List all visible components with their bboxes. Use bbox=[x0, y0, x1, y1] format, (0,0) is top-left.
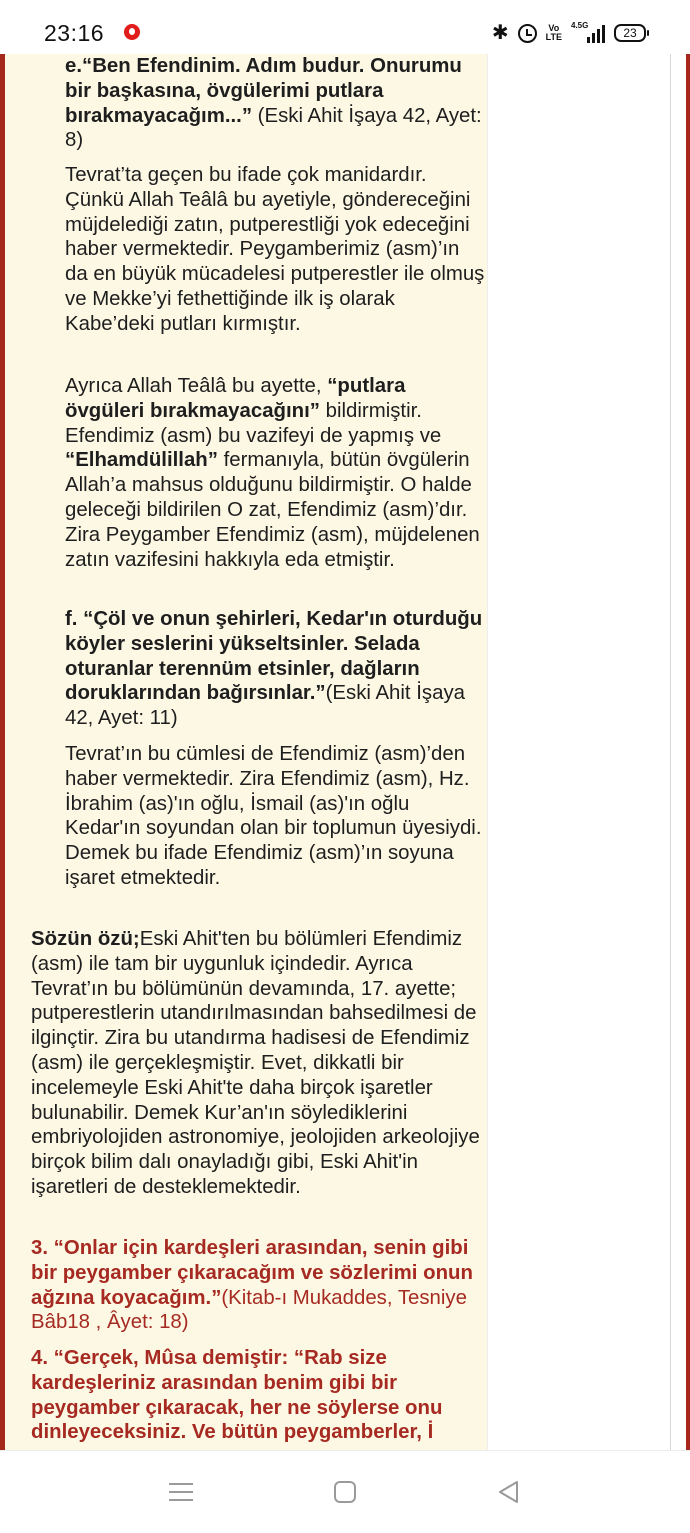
para-e2-bold2: “Elhamdülillah” bbox=[65, 449, 218, 472]
summary-text: Eski Ahit'ten bu bölümleri Efendimiz (asm) ile tam bir uygunluk içindedir. Ayrıca Tevrat’ın bu bölümünün devamında, 17. ayette; putperestlerin utandırılmasından bahsedilmesi de ilginçtir. Zira bu utandırma hadisesi de Efendimiz (asm) ile gerçekleşmiştir. Evet, dikkatli bir incelemeyle Eski Ahit'te daha birçok işaretler bulunabilir. Demek Kur’an'ın söylediklerini embriyolojiden astronomiye, jeolojiden arkeolojiye birçok bilim dalı onayladığı gibi, Eski Ahit'in işaretleri de desteklemektedir. bbox=[31, 928, 480, 1198]
summary-paragraph bbox=[31, 927, 483, 1200]
volte-line2: LTE bbox=[545, 32, 562, 42]
item-4 bbox=[31, 1346, 483, 1445]
network-type: 4.5G bbox=[571, 21, 589, 30]
battery-icon: 23 bbox=[614, 24, 646, 42]
para-e2-text2: bildirmiştir. Efendimiz (asm) bu vazifeyi de yapmış ve bbox=[65, 399, 442, 447]
volte-line1: Vo bbox=[548, 23, 560, 33]
notification-dot-icon bbox=[124, 24, 140, 40]
item-4-quote: 4. “Gerçek, Mûsa demiştir: “Rab size kardeşleriniz arasından benim gibi bir peygamber çıkaracak, her ne söylerse onu dinleyeceksiniz. Ve bütün peygamberler, İ bbox=[31, 1347, 443, 1444]
item-e-ref: (Eski Ahit İşaya 42, Ayet: 8) bbox=[65, 104, 482, 152]
item-3-quote: 3. “Onlar için kardeşleri arasından, senin gibi bir peygamber çıkaracağım ve sözlerimi onun ağzına koyacağım.” bbox=[31, 1237, 473, 1309]
paragraph-e2 bbox=[65, 374, 485, 572]
navigation-bar bbox=[0, 1450, 690, 1533]
para-e2-text1: Ayrıca Allah Teâlâ bu ayette, bbox=[65, 375, 328, 397]
menu-icon[interactable] bbox=[169, 1480, 193, 1504]
content-viewport[interactable] bbox=[0, 54, 690, 1450]
status-icons bbox=[492, 21, 646, 45]
item-f-quote: f. “Çöl ve onun şehirleri, Kedar'ın oturduğu köyler seslerini yükseltsinler. Selada oturanlar terennüm etsinler, dağların doruklarından bağırsınlar.” bbox=[65, 608, 483, 705]
item-e bbox=[65, 54, 485, 153]
home-icon[interactable] bbox=[334, 1481, 356, 1503]
status-time: 23:16 bbox=[44, 20, 105, 46]
paragraph-e1: Tevrat’ta geçen bu ifade çok manidardır. Çünkü Allah Teâlâ bu ayetiyle, göndereceğini müjdelediği zatın, putperestliği yok edeceğini haber vermektedir. Peygamberimiz (asm)’ın da en büyük mücadelesi putperestler ile olmuş ve Mekke’yi fethettiğinde ilk iş olarak Kabe’deki putları kırmıştır. bbox=[65, 164, 485, 335]
status-bar bbox=[0, 0, 690, 54]
article-body[interactable] bbox=[5, 54, 487, 1450]
back-icon[interactable] bbox=[496, 1479, 522, 1505]
paragraph-f1: Tevrat’ın bu cümlesi de Efendimiz (asm)’den haber vermektedir. Zira Efendimiz (asm), Hz. İbrahim (as)'ın oğlu, İsmail (as)'ın oğlu Kedar'ın soyundan olan bir toplumun üyesiydi. Demek bu ifade Efendimiz (asm)’ın soyuna işaret etmektedir. bbox=[65, 743, 482, 889]
item-f bbox=[65, 607, 485, 731]
item-f-ref: (Eski Ahit İşaya 42, Ayet: 11) bbox=[65, 682, 465, 730]
item-3-ref: (Kitab-ı Mukaddes, Tesniye Bâb18 , Âyet: 18) bbox=[31, 1286, 467, 1334]
item-e-quote: e.“Ben Efendinim. Adım budur. Onurumu bir başkasına, övgülerimi putlara bırakmayacağım...” bbox=[65, 55, 462, 127]
signal-bars bbox=[587, 25, 605, 43]
alarm-icon bbox=[518, 24, 537, 43]
right-divider bbox=[670, 54, 671, 1450]
bluetooth-icon: ✱ bbox=[491, 22, 509, 44]
signal-icon bbox=[571, 23, 605, 43]
para-e2-bold1: “putlara övgüleri bırakmayacağını” bbox=[65, 375, 406, 422]
volte-icon bbox=[546, 24, 562, 42]
para-e2-text3: fermanıyla, bütün övgülerin Allah’a mahsus olduğunu bildirmiştir. O halde geleceği bildirilen O zat, Efendimiz (asm)’dır. Zira Peygamber Efendimiz (asm), müjdelenen zatın vazifesini hakkıyla eda etmiştir. bbox=[65, 449, 480, 571]
item-3 bbox=[31, 1236, 483, 1335]
right-red-border bbox=[686, 54, 690, 1450]
summary-label: Sözün özü; bbox=[31, 928, 140, 950]
side-panel bbox=[487, 54, 657, 1450]
